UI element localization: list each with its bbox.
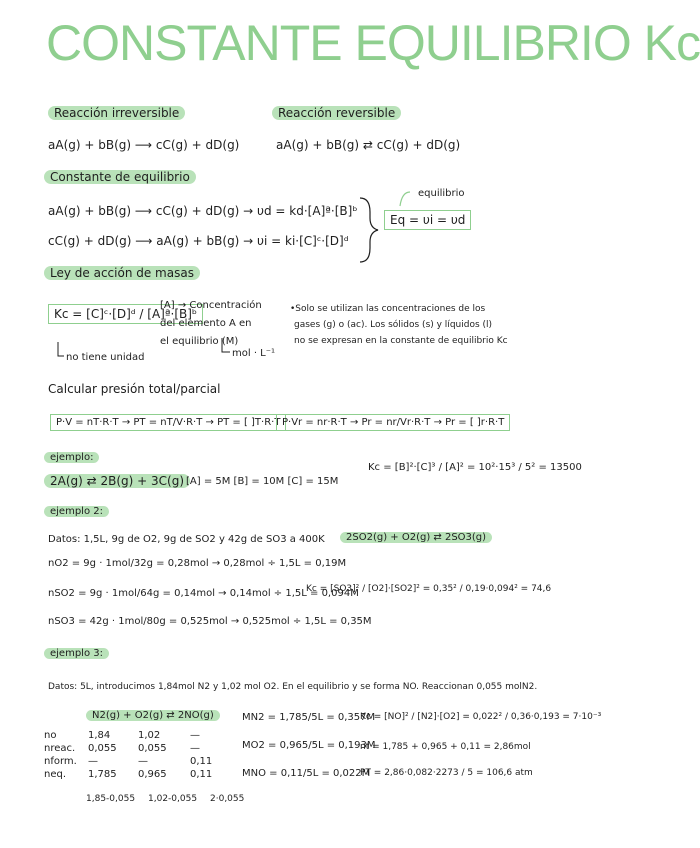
ice-cell: 1,84: [88, 730, 111, 741]
partial-pressure-formula: P·Vr = nr·R·T → Pr = nr/Vr·R·T → Pr = [ ]r·R·T: [276, 414, 510, 431]
ice-cell: 0,965: [138, 769, 167, 780]
brace-icon: [360, 198, 378, 262]
example2-heading: ejemplo 2:: [44, 506, 109, 517]
concentration-note-3: el equilibrio (M): [160, 336, 239, 347]
concentration-note-2: del elemento A en: [160, 318, 252, 329]
mass-action-heading: Ley de acción de masas: [44, 266, 200, 280]
example2-nso2: nSO2 = 9g · 1mol/64g = 0,14mol → 0,14mol ÷ 1,5L = 0,094M: [48, 588, 359, 599]
page-title: CONSTANTE EQUILIBRIO Kc: [46, 15, 700, 71]
reversible-equation: aA(g) + bB(g) ⇄ cC(g) + dD(g): [276, 138, 461, 152]
ice-cell: —: [88, 756, 98, 767]
ice-cell: 0,055: [88, 743, 117, 754]
example3-total-pressure: PT = 2,86·0,082·2273 / 5 = 106,6 atm: [360, 768, 533, 778]
irreversible-heading: Reacción irreversible: [48, 106, 185, 120]
gas-note-3: no se expresan en la constante de equilibrio Kc: [294, 336, 508, 346]
ice-cell: 0,11: [190, 756, 213, 767]
ice-op-no: 2·0,055: [210, 794, 245, 804]
molarity-o2: MO2 = 0,965/5L = 0,193M: [242, 740, 376, 751]
example1-data: [A] = 5M [B] = 10M [C] = 15M: [186, 476, 339, 487]
kc-formula: Kc = [C]ᶜ·[D]ᵈ / [A]ª·[B]ᵇ: [48, 304, 203, 324]
molarity-no: MNO = 0,11/5L = 0,022M: [242, 768, 371, 779]
ice-cell: 0,11: [190, 769, 213, 780]
example3-kc: Kc = [NO]² / [N2]·[O2] = 0,022² / 0,36·0,193 = 7·10⁻³: [360, 712, 602, 722]
ice-cell: —: [190, 730, 200, 741]
example1-kc: Kc = [B]²·[C]³ / [A]² = 10²·15³ / 5² = 13500: [368, 462, 582, 473]
example2-reaction: 2SO2(g) + O2(g) ⇄ 2SO3(g): [340, 532, 492, 543]
arrow-icon: [222, 338, 230, 352]
total-pressure-formula: P·V = nT·R·T → PT = nT/V·R·T → PT = [ ]T·R·T: [50, 414, 286, 431]
example3-total-moles: nt = 1,785 + 0,965 + 0,11 = 2,86mol: [360, 742, 531, 752]
gas-note-2: gases (g) o (ac). Los sólidos (s) y líquidos (l): [294, 320, 493, 330]
example3-heading: ejemplo 3:: [44, 648, 109, 659]
molarity-n2: MN2 = 1,785/5L = 0,357M: [242, 712, 376, 723]
irreversible-equation: aA(g) + bB(g) ⟶ cC(g) + dD(g): [48, 138, 240, 152]
example1-heading: ejemplo:: [44, 452, 99, 463]
example3-reaction: N2(g) + O2(g) ⇄ 2NO(g): [86, 710, 220, 721]
ice-cell: 1,785: [88, 769, 117, 780]
concentration-note-1: [A] → Concentración: [160, 300, 262, 311]
ice-row-label: neq.: [44, 769, 67, 780]
arrow-icon: [400, 192, 410, 206]
equilibrium-label: equilibrio: [418, 188, 465, 199]
ice-row-label: no: [44, 730, 57, 741]
ice-row-label: nform.: [44, 756, 77, 767]
ice-op-n2: 1,85-0,055: [86, 794, 136, 804]
example1-reaction: 2A(g) ⇄ 2B(g) + 3C(g): [44, 474, 190, 488]
reversible-heading: Reacción reversible: [272, 106, 401, 120]
example2-kc: Kc = [SO3]² / [O2]·[SO2]² = 0,35² / 0,19·0,094² = 74,6: [306, 584, 552, 594]
direct-rate-equation: aA(g) + bB(g) ⟶ cC(g) + dD(g) → υd = kd·[A]ª·[B]ᵇ: [48, 204, 358, 218]
example2-no2: nO2 = 9g · 1mol/32g = 0,28mol → 0,28mol ÷ 1,5L = 0,19M: [48, 558, 347, 569]
ice-op-o2: 1,02-0,055: [148, 794, 198, 804]
gas-note-1: •Solo se utilizan las concentraciones de los: [290, 304, 486, 314]
no-unit-note: no tiene unidad: [66, 352, 145, 363]
example2-data: Datos: 1,5L, 9g de O2, 9g de SO2 y 42g de SO3 a 400K: [48, 534, 325, 545]
inverse-rate-equation: cC(g) + dD(g) ⟶ aA(g) + bB(g) → υi = ki·[C]ᶜ·[D]ᵈ: [48, 234, 349, 248]
ice-row-label: nreac.: [44, 743, 76, 754]
arrow-icon: [58, 342, 64, 356]
ice-cell: —: [190, 743, 200, 754]
concentration-unit: mol · L⁻¹: [232, 348, 276, 359]
equilibrium-condition: Eq = υi = υd: [384, 210, 471, 230]
constant-heading: Constante de equilibrio: [44, 170, 196, 184]
pressure-heading: Calcular presión total/parcial: [48, 382, 221, 396]
example3-data: Datos: 5L, introducimos 1,84mol N2 y 1,02 mol O2. En el equilibrio y se forma NO. Reaccionan 0,055 molN2.: [48, 682, 538, 692]
ice-cell: 0,055: [138, 743, 167, 754]
example2-nso3: nSO3 = 42g · 1mol/80g = 0,525mol → 0,525mol ÷ 1,5L = 0,35M: [48, 616, 372, 627]
ice-cell: —: [138, 756, 148, 767]
ice-cell: 1,02: [138, 730, 161, 741]
